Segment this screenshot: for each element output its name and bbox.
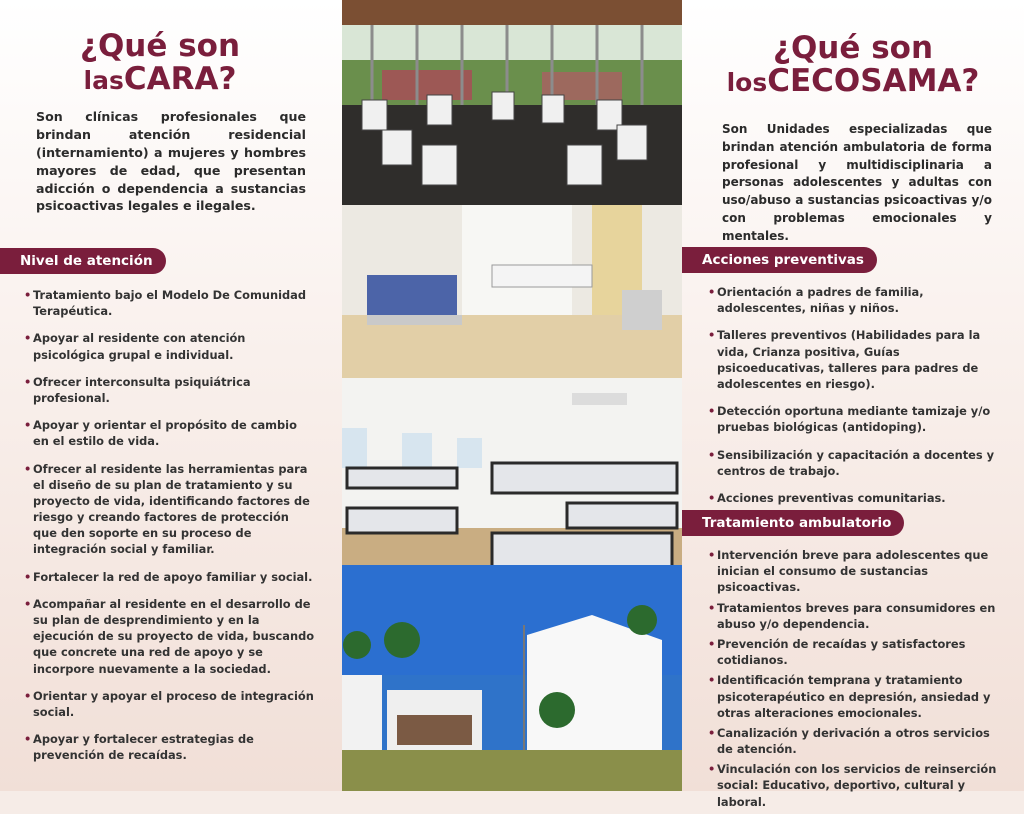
cecosama-intro: Son Unidades especializadas que brindan atención ambulatoria de forma profesional y multidisciplinaria a personas adolescentes y adultas con uso/abuso a sustancias psicoactivas y/o con problemas emocionales y mentales.	[722, 122, 992, 243]
nivel-atencion-list	[24, 287, 316, 775]
cara-title-line2	[0, 60, 320, 97]
list-item: • Ofrecer interconsulta psiquiátrica profesional.	[24, 374, 316, 406]
photo-building-exterior	[342, 565, 682, 791]
cara-title-line1: ¿Qué son	[79, 28, 241, 64]
cara-title-word: CARA?	[123, 60, 237, 97]
cara-title-prefix: las	[83, 65, 124, 95]
list-item: • Intervención breve para adolescentes que inician el consumo de sustancias psicoactivas.	[708, 547, 1008, 596]
cecosama-title	[682, 32, 1024, 97]
tratamiento-ambulatorio-heading: Tratamiento ambulatorio	[682, 510, 904, 536]
list-item: • Apoyar y orientar el propósito de cambio en el estilo de vida.	[24, 417, 316, 449]
cecosama-title-line1: ¿Qué son	[772, 30, 934, 66]
list-item: • Fortalecer la red de apoyo familiar y social.	[24, 569, 316, 585]
list-item: • Prevención de recaídas y satisfactores cotidianos.	[708, 636, 1008, 668]
tratamiento-ambulatorio-list	[708, 547, 1008, 814]
right-panel	[682, 0, 1024, 809]
list-item: • Orientar y apoyar el proceso de integración social.	[24, 688, 316, 720]
cecosama-title-prefix: los	[726, 67, 768, 97]
nivel-atencion-heading: Nivel de atención	[0, 248, 166, 274]
photo-dormitory	[342, 378, 682, 590]
cecosama-title-word: CECOSAMA?	[767, 62, 980, 99]
list-item: • Ofrecer al residente las herramientas para el diseño de su plan de tratamiento y su proyecto de vida, identificando factores de riesgo y creando factores de protección que den soporte en su proceso de integración social y familiar.	[24, 461, 316, 558]
acciones-preventivas-heading: Acciones preventivas	[682, 247, 877, 273]
list-item: • Canalización y derivación a otros servicios de atención.	[708, 725, 1008, 757]
photo-medical-room	[342, 205, 682, 395]
acciones-preventivas-list	[708, 284, 1006, 517]
list-item: • Acompañar al residente en el desarrollo de su plan de desprendimiento y en la ejecución de su proyecto de vida, buscando que concrete una red de apoyo y se incorpore nuevamente a la sociedad.	[24, 596, 316, 677]
list-item: • Identificación temprana y tratamiento psicoterapéutico en depresión, ansiedad y otras alteraciones emocionales.	[708, 672, 1008, 721]
list-item: • Sensibilización y capacitación a docentes y centros de trabajo.	[708, 447, 1006, 479]
list-item: • Acciones preventivas comunitarias.	[708, 490, 1006, 506]
list-item: • Apoyar y fortalecer estrategias de prevención de recaídas.	[24, 731, 316, 763]
cecosama-title-line2	[682, 62, 1024, 99]
cara-title	[0, 30, 320, 95]
list-item: • Orientación a padres de familia, adolescentes, niñas y niños.	[708, 284, 1006, 316]
list-item: • Apoyar al residente con atención psicológica grupal e individual.	[24, 330, 316, 362]
photo-column	[342, 0, 682, 791]
list-item: • Tratamientos breves para consumidores en abuso y/o dependencia.	[708, 600, 1008, 632]
cara-intro: Son clínicas profesionales que brindan atención residencial (internamiento) a mujeres y hombres mayores de edad, que presentan adicción o dependencia a sustancias psicoactivas legales e ilegales.	[36, 109, 306, 214]
list-item: • Vinculación con los servicios de reinserción social: Educativo, deportivo, cultural y laboral.	[708, 761, 1008, 810]
list-item: • Talleres preventivos (Habilidades para la vida, Crianza positiva, Guías psicoeducativas, talleres para padres de adolescentes en riesgo).	[708, 327, 1006, 392]
left-panel	[0, 0, 342, 791]
list-item: • Tratamiento bajo el Modelo De Comunidad Terapéutica.	[24, 287, 316, 319]
list-item: • Detección oportuna mediante tamizaje y/o pruebas biológicas (antidoping).	[708, 403, 1006, 435]
photo-therapy-room	[342, 0, 682, 212]
